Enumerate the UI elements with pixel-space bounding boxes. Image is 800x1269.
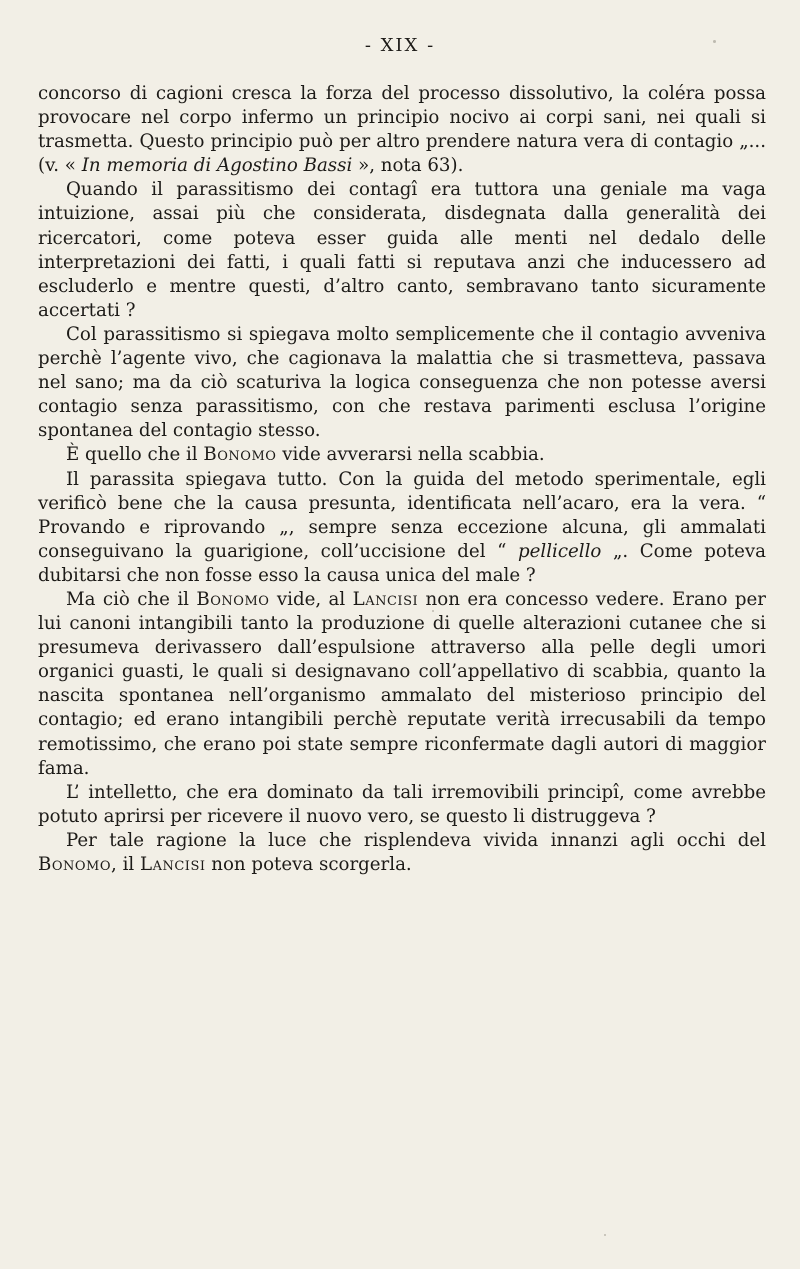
text-run: non poteva scorgerla. bbox=[205, 854, 412, 875]
paragraph bbox=[38, 829, 766, 877]
text-run: Quando il parassitismo dei contagî era tuttora una geniale ma vaga intuizione, assai più che considerata, disdegnata dalla generalità dei ricercatori, come poteva esser guida alle menti nel dedalo delle interpretazioni dei fatti, i quali fatti si reputava anzi che inducessero ad escluderlo e mentre questi, d’altro canto, sembravano tanto sicuramente accertati ? bbox=[38, 179, 766, 321]
paragraph bbox=[38, 781, 766, 829]
page-number: - XIX - bbox=[364, 35, 436, 56]
paragraph bbox=[38, 82, 766, 178]
paragraph bbox=[38, 323, 766, 443]
paragraph bbox=[38, 443, 766, 467]
text-run: L’ intelletto, che era dominato da tali irremovibili principî, come avrebbe potuto aprirsi per ricevere il nuovo vero, se questo li distruggeva ? bbox=[38, 781, 766, 827]
text-run: non era concesso vedere. Erano per lui canoni intangibili tanto la produzione di quelle alterazioni cutanee che si presumeva derivassero dall’espulsione attraverso alla pelle degli umori organici guasti, le quali si designavano coll’appellativo di scabbia, quanto la nascita spontanea nell’organismo ammalato del misterioso principio del contagio; ed erano intangibili perchè reputate verità irrecusabili da tempo remotissimo, che erano poi state sempre riconfermate dagli autori di maggior fama. bbox=[38, 588, 766, 779]
author-name: Lancisi bbox=[352, 588, 419, 610]
text-run: Per tale ragione la luce che risplendeva vivida innanzi agli occhi del bbox=[66, 829, 766, 851]
text-run: Il parassita spiegava tutto. Con la guida del metodo sperimentale, egli verificò bene che la causa presunta, identificata nell’acaro, era la vera. “ Provando e riprovando „, sempre senza eccezione alcuna, gli ammalati conseguivano la guarigione, coll’uccisione del “ bbox=[38, 468, 766, 562]
author-name: Bonomo bbox=[203, 444, 277, 466]
text-run: „. Come poteva dubitarsi che non fosse esso la causa unica del male ? bbox=[38, 540, 766, 586]
text-run: È quello che il bbox=[66, 444, 204, 466]
paper-speck bbox=[432, 610, 434, 612]
paper-speck bbox=[604, 1234, 606, 1236]
body-text bbox=[38, 82, 766, 877]
paragraph bbox=[38, 588, 766, 781]
paragraph bbox=[38, 178, 766, 323]
author-name: Lancisi bbox=[140, 854, 206, 875]
italic-text: In memoria di Agostino Bassi bbox=[81, 155, 353, 177]
text-run: », nota 63). bbox=[352, 155, 464, 177]
text-run: vide, al bbox=[269, 588, 353, 610]
text-run: Col parassitismo si spiegava molto semplicemente che il contagio avveniva perchè l’agente vivo, che cagionava la malattia che si trasmetteva, passava nel sano; ma da ciò scaturiva la logica conseguenza che non potesse aversi contagio senza parassitismo, con che restava parimenti esclusa l’origine spontanea del contagio stesso. bbox=[38, 323, 766, 442]
text-run: Ma ciò che il bbox=[66, 588, 197, 610]
text-run: , il bbox=[111, 854, 141, 875]
text-run: concorso di cagioni cresca la forza del processo dissolutivo, la coléra possa provocare nel corpo infermo un principio nocivo ai corpi sani, nei quali si trasmetta. Questo principio può per altro prendere natura vera di contagio „... (v. « bbox=[38, 83, 766, 177]
italic-text: pellicello bbox=[517, 540, 602, 562]
author-name: Bonomo bbox=[38, 854, 112, 875]
paragraph bbox=[38, 468, 766, 588]
text-run: vide avverarsi nella scabbia. bbox=[276, 444, 545, 466]
paper-speck bbox=[713, 40, 716, 43]
author-name: Bonomo bbox=[196, 588, 270, 610]
